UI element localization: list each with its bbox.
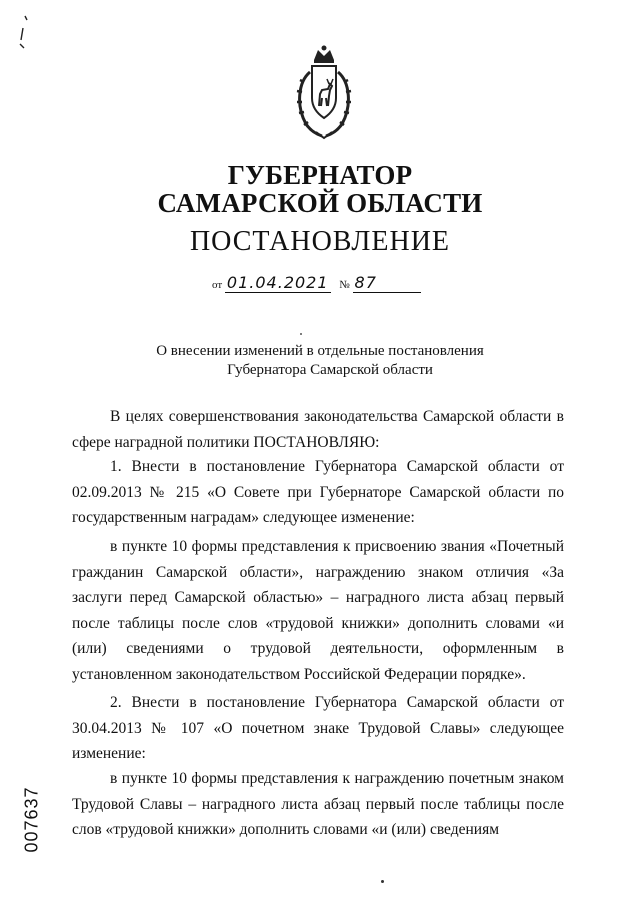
dateline (212, 273, 421, 293)
document-subject (0, 342, 640, 380)
date-value: 01.04.2021 (226, 273, 329, 292)
authority-title-line1: ГУБЕРНАТОР (227, 160, 413, 190)
item1-change-paragraph: в пункте 10 формы представления к присвоению звания «Почетный гражданин Самарской области», награждению знаком отличия «За заслуги перед Самарской областью» – наградного листа абзац первый после таблицы после слов «трудовой книжки» дополнить словами «и (или) сведениями о трудовой деятельности, оформленным в установленном законодательством Российской Федерации порядке». (72, 538, 564, 683)
item1-intro-paragraph: 1. Внести в постановление Губернатора Самарской области от 02.09.2013 № 215 «О Совете при Губернаторе Самарской области по государственным наградам» следующее изменение: (72, 458, 564, 527)
number-value: 87 (353, 273, 421, 293)
side-serial-number: 007637 (21, 786, 42, 853)
authority-title-line2: САМАРСКОЙ ОБЛАСТИ (157, 188, 483, 218)
number-label: № (339, 279, 350, 291)
date-label: от (212, 279, 223, 291)
item2-change-paragraph: в пункте 10 формы представления к награждению почетным знаком Трудовой Славы – наградного листа абзац первый после таблицы после слов «трудовой книжки» дополнить словами «и (или) сведениям (72, 770, 564, 839)
item2-intro-paragraph: 2. Внести в постановление Губернатора Самарской области от 30.04.2013 № 107 «О почетном знаке Трудовой Славы» следующее изменение: (72, 694, 564, 763)
ink-dot-bottom (381, 880, 384, 883)
subject-line2: Губернатора Самарской области (227, 362, 433, 378)
handwritten-mark (18, 14, 32, 54)
subject-line1: О внесении изменений в отдельные постановления (156, 343, 484, 359)
preamble-paragraph: В целях совершенствования законодательства Самарской области в сфере наградной политики ПОСТАНОВЛЯЮ: (72, 408, 564, 451)
ink-dot (300, 333, 302, 335)
document-type-title: ПОСТАНОВЛЕНИЕ (189, 226, 451, 257)
coat-of-arms-icon (292, 42, 356, 140)
